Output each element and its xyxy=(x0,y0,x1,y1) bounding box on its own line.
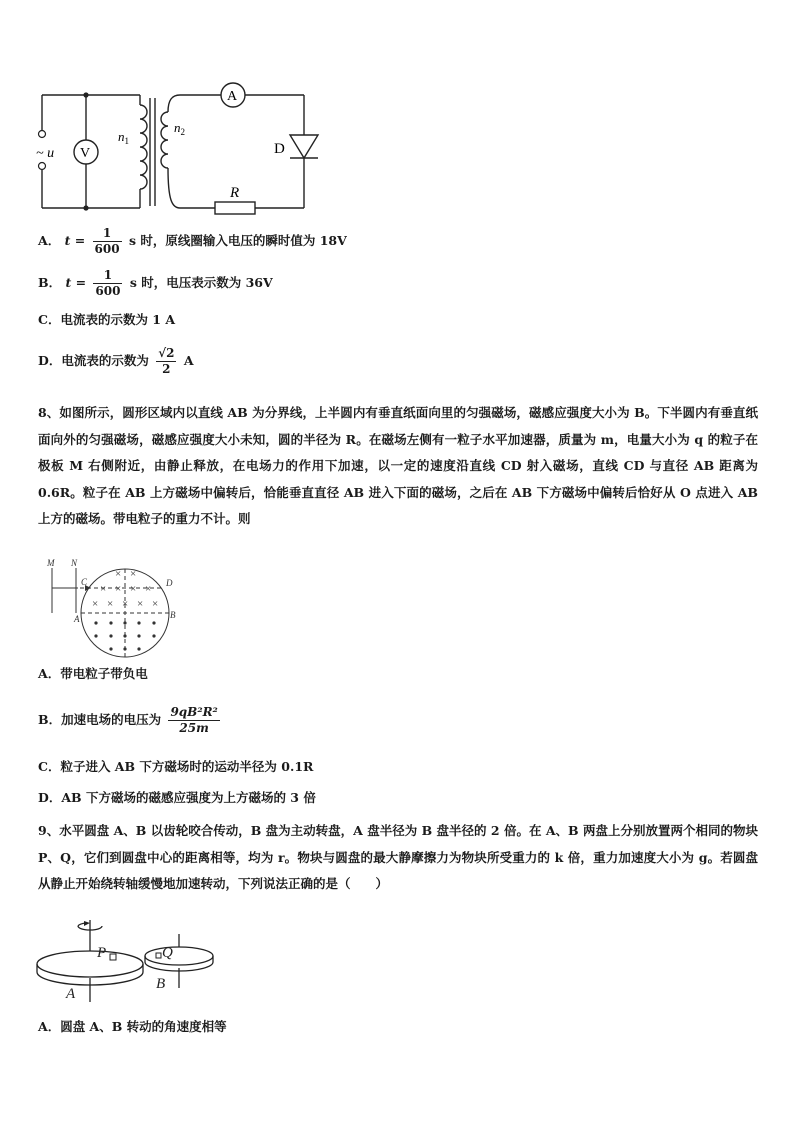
svg-text:×: × xyxy=(100,583,107,595)
q8-b-fraction: $\frac{\text{9qB²R²}}{25m}$ xyxy=(170,705,218,735)
q8-option-d: D．AB 下方磁场的磁感应强度为上方磁场的 3 倍 xyxy=(38,790,316,805)
svg-text:×: × xyxy=(130,568,137,580)
transformer-circuit-figure xyxy=(30,80,320,220)
svg-text:×: × xyxy=(130,583,137,595)
magnetic-field-figure xyxy=(38,558,178,660)
ammeter-label: A xyxy=(227,89,238,104)
source-label: ~ u xyxy=(36,146,55,161)
label-m: M xyxy=(47,558,55,568)
q9-stem: 9、水平圆盘 A、B 以齿轮咬合传动，B 盘为主动转盘，A 盘半径为 B 盘半径的 2 倍。在 A、B 两盘上分别放置两个相同的物块 P、Q，它们到圆盘中心的距离相等，均为 r。物块与圆盘的最大静摩擦力为物块所受重力的 k 倍，重力加速度大小为 g。若圆盘从静止开始绕转轴缓慢地加速转动，下列说法正确的是（ ） xyxy=(38,823,758,891)
svg-text:×: × xyxy=(115,583,122,595)
label-n: N xyxy=(71,558,78,568)
n2-label: $n_2$ xyxy=(174,120,185,137)
q9-option-a: A．圆盘 A、B 转动的角速度相等 xyxy=(38,1019,227,1034)
q7-b-fraction: $\frac{1}{600}$ xyxy=(95,268,121,298)
svg-text:×: × xyxy=(115,568,122,580)
svg-text:×: × xyxy=(145,583,152,595)
voltmeter-label: V xyxy=(80,146,91,161)
svg-text:×: × xyxy=(137,598,144,610)
q7-option-b: B． t = $\frac{1}{600}$ s 时，电压表示数为 36V xyxy=(38,268,273,298)
resistor-label: R xyxy=(230,185,240,201)
q7-d-fraction: $\frac{√2}{2}$ xyxy=(158,346,175,376)
q8-option-c: C．粒子进入 AB 下方磁场时的运动半径为 0.1R xyxy=(38,759,314,774)
label-p: P xyxy=(97,945,107,961)
label-disc-b: B xyxy=(156,976,166,992)
q8-option-b: B．加速电场的电压为 $\frac{\text{9qB²R²}}{25m}$ xyxy=(38,705,218,735)
svg-text:×: × xyxy=(92,598,99,610)
q7-option-a: A． t = $\frac{1}{600}$ s 时，原线圈输入电压的瞬时值为 18V xyxy=(38,226,347,256)
gear-discs-figure xyxy=(34,910,224,1010)
q7-a-fraction: $\frac{1}{600}$ xyxy=(94,226,120,256)
label-c: C xyxy=(81,577,88,587)
q8-stem: 8、如图所示，圆形区域内以直线 AB 为分界线，上半圆内有垂直纸面向里的匀强磁场，磁感应强度大小为 B。下半圆内有垂直纸面向外的匀强磁场，磁感应强度大小未知，圆的半径为 R。在磁场左侧有一粒子水平加速器，质量为 m，电量大小为 q 的粒子在极板 M 右侧附近，由静止释放，在电场力的作用下加速，以一定的速度沿直线 CD 射入磁场，直线 CD 与直径 AB 距离为 0.6R。粒子在 AB 上方磁场中偏转后，恰能垂直直径 AB 进入下面的磁场，之后在 AB 下方磁场中偏转后恰好从 O 点进入 AB 上方的磁场。带电粒子的重力不计。则 xyxy=(38,405,758,526)
diode-label: D xyxy=(274,141,285,157)
svg-text:×: × xyxy=(107,598,114,610)
svg-text:×: × xyxy=(152,598,159,610)
q7-option-c: C．电流表的示数为 1 A xyxy=(38,312,176,327)
label-b: B xyxy=(170,610,176,620)
label-disc-a: A xyxy=(66,986,76,1002)
label-a: A xyxy=(74,614,80,624)
q8-option-a: A．带电粒子带负电 xyxy=(38,666,148,681)
label-q: Q xyxy=(162,945,173,961)
n1-label: $n_1$ xyxy=(118,129,129,146)
svg-text:×: × xyxy=(122,598,129,610)
q7-option-d: D．电流表的示数为 $\frac{√2}{2}$ A xyxy=(38,346,194,376)
label-d: D xyxy=(166,578,173,588)
